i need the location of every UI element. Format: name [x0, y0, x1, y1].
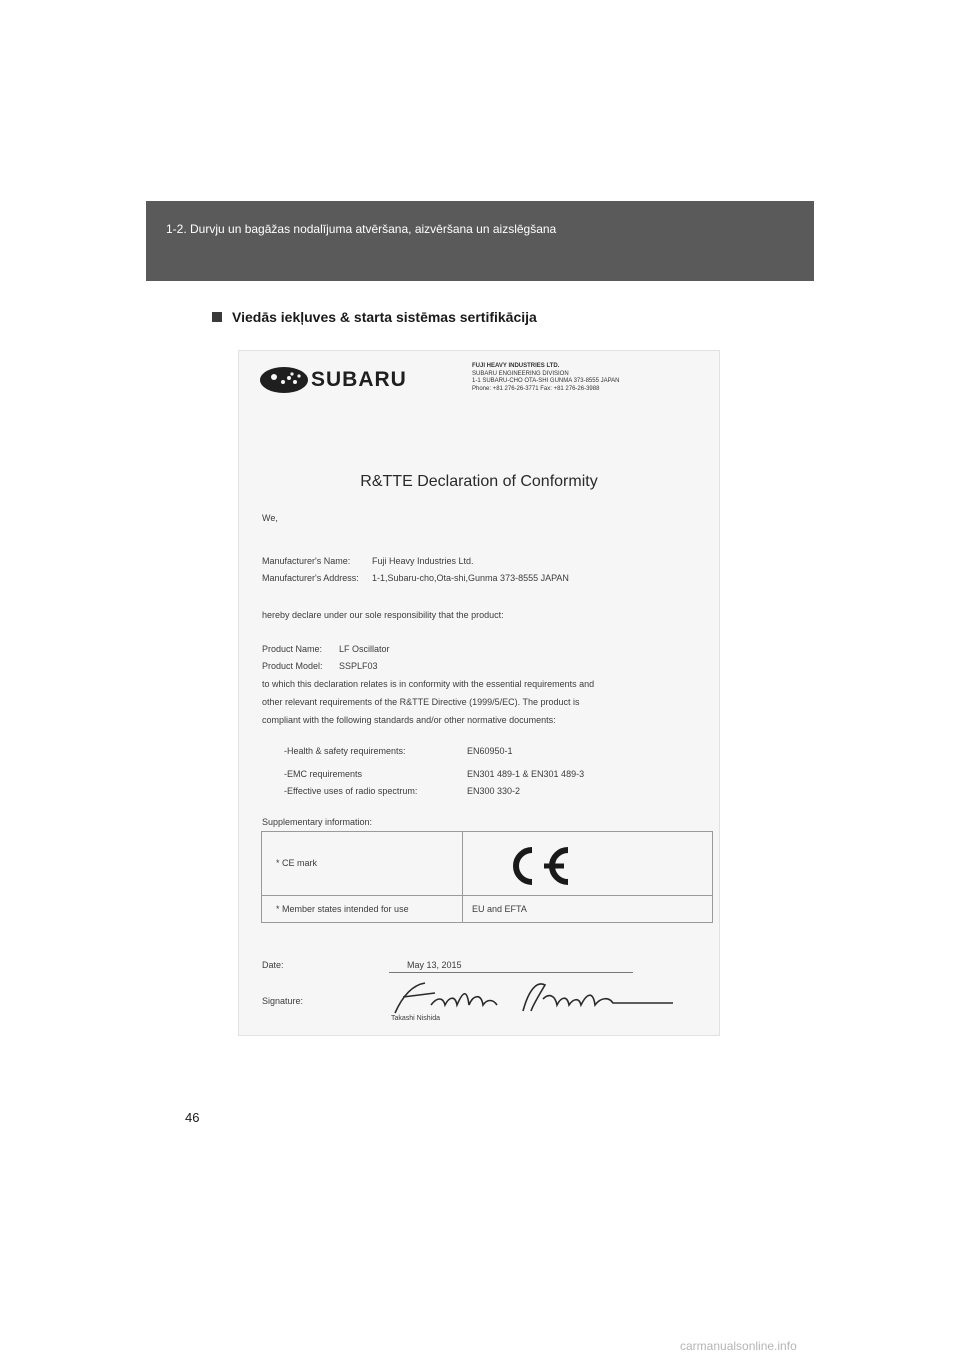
chapter-header-text: 1-2. Durvju un bagāžas nodalījuma atvēršana, aizvēršana un aizslēgšana [166, 222, 557, 236]
declaration-of-conformity-image [238, 350, 720, 1036]
company-line: 1-1 SUBARU-CHO OTA-SHI GUNMA 373-8555 JAPAN [472, 378, 620, 384]
company-line: FUJI HEAVY INDUSTRIES LTD. [472, 363, 560, 369]
manufacturer-address-value: 1-1,Subaru-cho,Ota-shi,Gunma 373-8555 JAPAN [372, 573, 569, 583]
standard-label: -Effective uses of radio spectrum: [284, 786, 418, 796]
date-label: Date: [262, 960, 284, 970]
ce-mark-label: * CE mark [276, 858, 318, 868]
square-bullet-icon [212, 312, 222, 322]
standard-label: -EMC requirements [284, 769, 363, 779]
subaru-emblem-icon [259, 365, 309, 395]
section-title-text: Viedās iekļuves & starta sistēmas sertifikācija [232, 309, 537, 325]
company-line: Phone: +81 276-26-3771 Fax: +81 276-26-3988 [472, 385, 600, 392]
member-states-value: EU and EFTA [472, 904, 527, 914]
supplementary-table [261, 831, 713, 923]
standard-label: -Health & safety requirements: [284, 746, 406, 756]
declare-text: hereby declare under our sole responsibility that the product: [262, 610, 504, 620]
signature-label: Signature: [262, 996, 304, 1006]
we-text: We, [262, 513, 278, 523]
manufacturer-name-label: Manufacturer's Name: [262, 556, 351, 566]
ce-mark-icon [502, 844, 574, 888]
subaru-logo-text: SUBARU [311, 368, 407, 391]
chapter-header [146, 201, 814, 281]
page-number: 46 [185, 1110, 200, 1125]
conformity-line: compliant with the following standards and/or other normative documents: [262, 715, 556, 725]
product-model-label: Product Model: [262, 661, 323, 671]
standard-value: EN300 330-2 [467, 786, 521, 796]
company-address-block [472, 363, 712, 393]
conformity-line: to which this declaration relates is in conformity with the essential requirements and [262, 679, 595, 689]
conformity-line: other relevant requirements of the R&TTE Directive (1999/5/EC). The product is [262, 697, 580, 707]
standard-value: EN301 489-1 & EN301 489-3 [467, 769, 585, 779]
manufacturer-address-label: Manufacturer's Address: [262, 573, 359, 583]
supplementary-label: Supplementary information: [262, 817, 373, 827]
member-states-label: * Member states intended for use [276, 904, 409, 914]
date-underline [389, 972, 633, 973]
product-name-label: Product Name: [262, 644, 323, 654]
date-value: May 13, 2015 [407, 960, 462, 970]
product-name-value: LF Oscillator [339, 644, 390, 654]
product-model-value: SSPLF03 [339, 661, 378, 671]
manufacturer-name-value: Fuji Heavy Industries Ltd. [372, 556, 474, 566]
signatory-name: Takashi Nishida [391, 1015, 441, 1022]
company-line: SUBARU ENGINEERING DIVISION [472, 370, 569, 377]
standard-value: EN60950-1 [467, 746, 513, 756]
watermark: carmanualsonline.info [680, 1339, 797, 1353]
section-title [212, 309, 537, 325]
certificate-title: R&TTE Declaration of Conformity [360, 473, 598, 490]
subaru-logo [259, 365, 419, 395]
